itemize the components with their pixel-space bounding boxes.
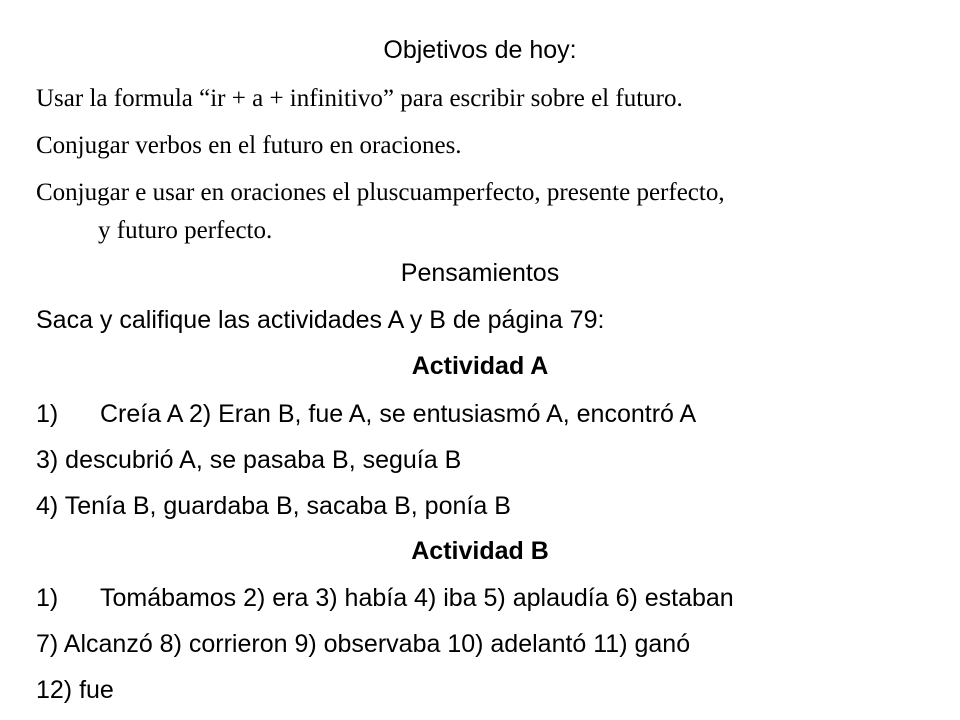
actividad-a-title: Actividad A — [411, 352, 549, 380]
objective-3: Conjugar e usar en oraciones el pluscuamperfecto, presente perfecto, — [36, 179, 725, 206]
actividad-b-line-2: 7) Alcanzó 8) corrieron 9) observaba 10) adelantó 11) ganó — [36, 630, 691, 658]
actividad-b-line-1 — [36, 586, 734, 611]
objective-3-continuation: y futuro perfecto. — [98, 217, 273, 244]
objective-1: Usar la formula “ir + a + infinitivo” para escribir sobre el futuro. — [36, 85, 683, 112]
actividad-a-line-1 — [36, 402, 696, 427]
actividad-a-line-1-text: Creía A 2) Eran B, fue A, se entusiasmó A, encontró A — [100, 400, 697, 428]
actividad-b-item-number: 1) — [36, 584, 59, 612]
actividad-a-line-3: 4) Tenía B, guardaba B, sacaba B, ponía B — [36, 492, 511, 520]
actividad-a-item-number: 1) — [36, 400, 59, 428]
actividad-a-line-2: 3) descubrió A, se pasaba B, seguía B — [36, 446, 462, 474]
actividad-b-title: Actividad B — [411, 537, 549, 565]
objective-2: Conjugar verbos en el futuro en oraciones. — [36, 132, 462, 159]
pensamientos-heading: Pensamientos — [400, 259, 560, 287]
heading: Objetivos de hoy: — [383, 36, 577, 64]
instruction-line: Saca y califique las actividades A y B de página 79: — [36, 306, 605, 334]
actividad-b-line-1-text: Tomábamos 2) era 3) había 4) iba 5) aplaudía 6) estaban — [100, 584, 734, 612]
actividad-b-line-3: 12) fue — [36, 676, 114, 704]
